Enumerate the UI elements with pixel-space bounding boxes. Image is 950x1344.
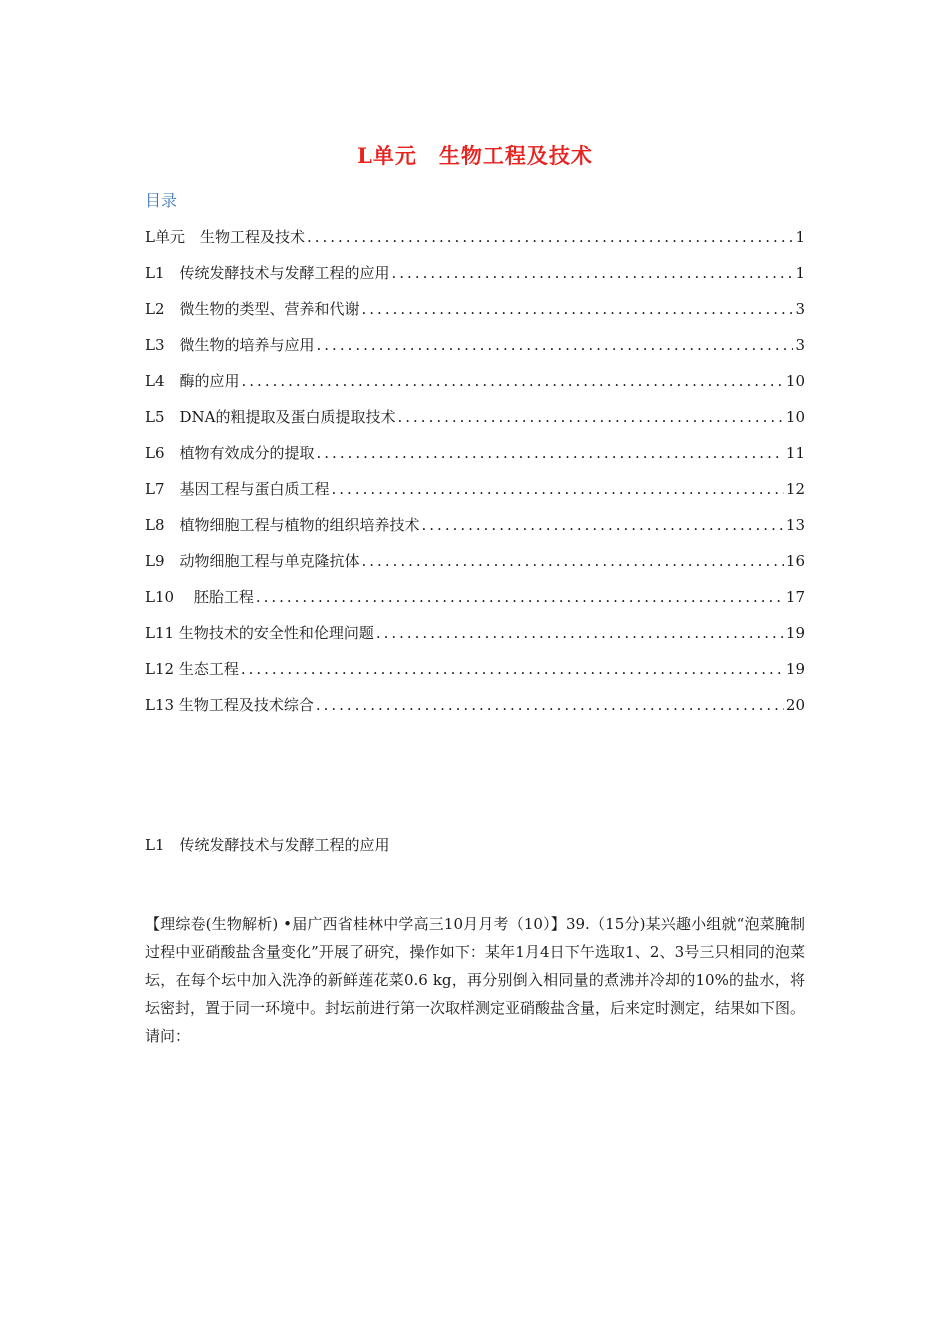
toc-leader-dots [317, 444, 784, 462]
toc-entry[interactable] [145, 262, 805, 298]
toc-entry-page: 1 [795, 228, 805, 246]
toc-entry[interactable] [145, 406, 805, 442]
document-title: L单元 生物工程及技术 [357, 143, 593, 168]
toc-entry-page: 10 [785, 372, 805, 390]
toc-entry[interactable] [145, 370, 805, 406]
toc-entry[interactable] [145, 442, 805, 478]
table-of-contents [145, 226, 805, 730]
toc-entry-label: L3 微生物的培养与应用 [145, 336, 315, 354]
toc-leader-dots [422, 516, 784, 534]
toc-entry-page: 13 [785, 516, 805, 534]
toc-entry[interactable] [145, 514, 805, 550]
toc-entry-label: L5 DNA的粗提取及蛋白质提取技术 [145, 408, 396, 426]
toc-entry[interactable] [145, 226, 805, 262]
toc-entry[interactable] [145, 298, 805, 334]
toc-entry-page: 3 [795, 336, 805, 354]
toc-entry[interactable] [145, 586, 805, 622]
toc-entry-page: 10 [785, 408, 805, 426]
toc-entry-page: 1 [795, 264, 805, 282]
toc-leader-dots [332, 480, 784, 498]
toc-leader-dots [241, 660, 784, 678]
toc-entry[interactable] [145, 550, 805, 586]
toc-leader-dots [242, 372, 784, 390]
toc-entry-page: 20 [785, 696, 805, 714]
toc-entry-page: 17 [785, 588, 805, 606]
toc-entry-label: L1 传统发酵技术与发酵工程的应用 [145, 264, 390, 282]
toc-entry-label: L7 基因工程与蛋白质工程 [145, 480, 330, 498]
toc-entry-label: L9 动物细胞工程与单克隆抗体 [145, 552, 360, 570]
toc-entry[interactable] [145, 658, 805, 694]
toc-entry-page: 16 [785, 552, 805, 570]
toc-entry-page: 11 [785, 444, 805, 462]
toc-entry-label: L10 胚胎工程 [145, 588, 254, 606]
toc-entry[interactable] [145, 478, 805, 514]
question-paragraph: 【理综卷(生物解析) •届广西省桂林中学高三10月月考（10）】39.（15分)某兴趣小组就“泡菜腌制过程中亚硝酸盐含量变化”开展了研究，操作如下：某年1月4日下午选取1、2、3号三只相同的泡菜坛，在每个坛中加入洗净的新鲜莲花菜0.6 kg，再分别倒入相同量的煮沸并冷却的10%的盐水，将坛密封，置于同一环境中。封坛前进行第一次取样测定亚硝酸盐含量，后来定时测定，结果如下图。请问： [145, 915, 806, 1045]
toc-leader-dots [362, 552, 784, 570]
toc-entry-label: L12 生态工程 [145, 660, 239, 678]
toc-entry-label: L13 生物工程及技术综合 [145, 696, 314, 714]
toc-entry-label: L8 植物细胞工程与植物的组织培养技术 [145, 516, 420, 534]
toc-heading: 目录 [145, 191, 178, 210]
toc-entry-page: 19 [785, 624, 805, 642]
toc-leader-dots [398, 408, 784, 426]
toc-entry[interactable] [145, 334, 805, 370]
toc-entry-label: L单元 生物工程及技术 [145, 228, 305, 246]
toc-entry-page: 19 [785, 660, 805, 678]
toc-entry-label: L6 植物有效成分的提取 [145, 444, 315, 462]
toc-entry-label: L11 生物技术的安全性和伦理问题 [145, 624, 374, 642]
toc-leader-dots [307, 228, 793, 246]
toc-entry-label: L2 微生物的类型、营养和代谢 [145, 300, 360, 318]
toc-leader-dots [256, 588, 784, 606]
toc-leader-dots [316, 696, 784, 714]
section-heading: L1 传统发酵技术与发酵工程的应用 [145, 836, 390, 854]
toc-entry-page: 12 [785, 480, 805, 498]
toc-entry-page: 3 [795, 300, 805, 318]
toc-entry[interactable] [145, 622, 805, 658]
toc-leader-dots [317, 336, 794, 354]
toc-leader-dots [376, 624, 784, 642]
toc-leader-dots [362, 300, 794, 318]
toc-entry[interactable] [145, 694, 805, 730]
toc-leader-dots [392, 264, 794, 282]
toc-entry-label: L4 酶的应用 [145, 372, 240, 390]
